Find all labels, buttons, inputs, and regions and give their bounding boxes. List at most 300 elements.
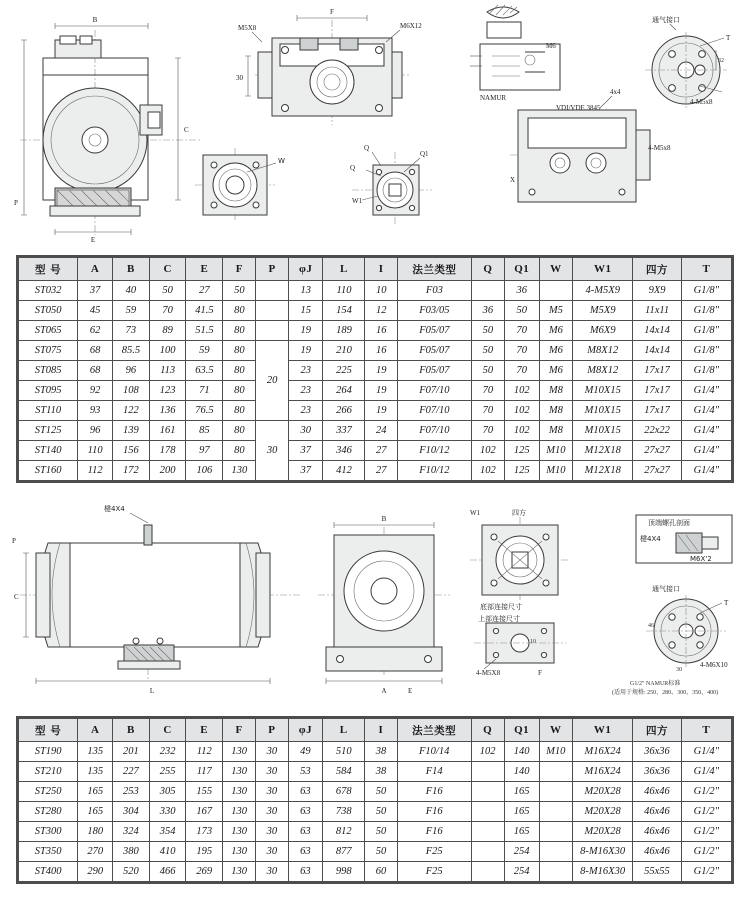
col-header-4: E [186, 719, 223, 742]
cell-A: 92 [78, 381, 113, 401]
cell-W: M8 [539, 401, 572, 421]
cell-四方: 14x14 [633, 321, 681, 341]
cell-φJ: 37 [288, 461, 323, 481]
cell-T: G1/2" [681, 782, 731, 802]
cell-法兰类型: F10/12 [397, 461, 471, 481]
cell-法兰类型: F05/07 [397, 341, 471, 361]
cell-A: 96 [78, 421, 113, 441]
table-row [19, 742, 732, 762]
label-bottom-conn: 底部连接尺寸 [480, 603, 522, 611]
table-row [19, 822, 732, 842]
view-cylinder-namur [510, 88, 671, 202]
cell-P: 30 [256, 802, 289, 822]
spec-table-top-wrap [16, 255, 734, 483]
col-header-16: T [681, 258, 731, 281]
cell-I: 50 [365, 802, 398, 822]
cell-Q1: 125 [504, 441, 539, 461]
cell-L: 337 [323, 421, 365, 441]
cell-W1: M10X15 [573, 381, 633, 401]
cell-型 号: ST210 [19, 762, 78, 782]
col-header-6: P [256, 258, 288, 281]
cell-B: 122 [112, 401, 149, 421]
col-header-6: P [256, 719, 289, 742]
cell-W1: M20X28 [572, 802, 632, 822]
cell-E: 59 [186, 341, 223, 361]
cell-L: 225 [323, 361, 365, 381]
cell-W [539, 782, 572, 802]
table-row [19, 421, 732, 441]
view-endcap-airport [645, 15, 731, 108]
cell-I: 16 [365, 321, 397, 341]
cell-F: 130 [223, 762, 256, 782]
cell-I: 27 [365, 461, 397, 481]
col-header-0: 型 号 [19, 719, 78, 742]
spec-table-top [18, 257, 732, 481]
cell-W1: M10X15 [573, 421, 633, 441]
cell-C: 161 [149, 421, 186, 441]
label-t: T [726, 34, 731, 42]
cell-φJ: 63 [288, 862, 323, 882]
cell-T: G1/2" [681, 862, 731, 882]
cell-Q: 102 [471, 441, 504, 461]
label-4m5x8: 4-M5x8 [690, 98, 713, 106]
cell-B: 172 [112, 461, 149, 481]
col-header-1: A [78, 719, 113, 742]
cell-W1: M16X24 [572, 742, 632, 762]
cell-F: 50 [223, 281, 256, 301]
cell-φJ: 37 [288, 441, 323, 461]
cell-W: M8 [539, 421, 572, 441]
cell-E: 112 [186, 742, 223, 762]
cell-四方: 17x17 [633, 381, 681, 401]
cell-F: 80 [223, 401, 256, 421]
cell-P: 30 [256, 862, 289, 882]
cell-φJ: 63 [288, 842, 323, 862]
cell-L: 110 [323, 281, 365, 301]
cell-I: 19 [365, 401, 397, 421]
cell-法兰类型: F14 [397, 762, 471, 782]
cell-W: M6 [539, 341, 572, 361]
cell-T: G1/4" [681, 381, 731, 401]
cell-P: 30 [256, 822, 289, 842]
table-header-row [19, 719, 732, 742]
cell-A: 180 [78, 822, 113, 842]
cell-P: 30 [256, 742, 289, 762]
cell-E: 27 [186, 281, 223, 301]
cell-A: 290 [78, 862, 113, 882]
table-row [19, 461, 732, 481]
cell-E: 76.5 [186, 401, 223, 421]
col-header-9: I [365, 258, 397, 281]
cell-F: 130 [223, 822, 256, 842]
cell-T: G1/4" [681, 762, 731, 782]
cell-φJ: 13 [288, 281, 323, 301]
cell-四方: 11x11 [633, 301, 681, 321]
cell-型 号: ST065 [19, 321, 78, 341]
spec-table-bottom-wrap [16, 716, 734, 884]
cell-I: 38 [365, 762, 398, 782]
cell-四方: 17x17 [633, 361, 681, 381]
cell-φJ: 53 [288, 762, 323, 782]
cell-A: 270 [78, 842, 113, 862]
view-top-connection [470, 508, 570, 611]
cell-E: 41.5 [186, 301, 223, 321]
col-header-3: C [149, 719, 186, 742]
cell-型 号: ST085 [19, 361, 78, 381]
cell-Q1: 140 [504, 762, 539, 782]
cell-A: 37 [78, 281, 113, 301]
col-header-8: L [323, 258, 365, 281]
cell-型 号: ST300 [19, 822, 78, 842]
table-row [19, 361, 732, 381]
col-header-4: E [186, 258, 223, 281]
cell-E: 106 [186, 461, 223, 481]
col-header-5: F [223, 258, 256, 281]
label-l2: L [149, 687, 155, 695]
col-header-13: W [539, 258, 572, 281]
cell-法兰类型: F07/10 [397, 421, 471, 441]
cell-型 号: ST125 [19, 421, 78, 441]
cell-Q: 70 [471, 421, 504, 441]
cell-W1: 8-M16X30 [572, 862, 632, 882]
cell-W1: M12X18 [573, 441, 633, 461]
cell-P [256, 301, 288, 321]
label-4m5x8b: 4-M5X8 [476, 669, 501, 677]
label-sifang2: 四方 [512, 509, 526, 517]
cell-C: 89 [149, 321, 186, 341]
label-c2: C [14, 593, 19, 601]
cell-W1: M8X12 [573, 361, 633, 381]
table-row [19, 401, 732, 421]
cell-T: G1/8" [681, 321, 731, 341]
label-namur-note: G1/2" NAMUR标准 [630, 681, 681, 687]
table-row [19, 842, 732, 862]
cell-Q [471, 782, 504, 802]
label-w: W1 [352, 197, 363, 205]
cell-E: 155 [186, 782, 223, 802]
cell-L: 266 [323, 401, 365, 421]
cell-Q: 50 [471, 341, 504, 361]
cell-型 号: ST160 [19, 461, 78, 481]
cell-E: 269 [186, 862, 223, 882]
cell-B: 304 [113, 802, 150, 822]
cell-L: 189 [323, 321, 365, 341]
label-10dim: 10 [530, 639, 536, 645]
view-left-side [14, 16, 200, 244]
cell-φJ: 23 [288, 361, 323, 381]
label-air-port: 通气接口 [652, 16, 680, 24]
cell-I: 16 [365, 341, 397, 361]
cell-B: 253 [113, 782, 150, 802]
cell-L: 998 [323, 862, 365, 882]
cell-W1: M16X24 [572, 762, 632, 782]
col-header-15: 四方 [633, 719, 681, 742]
table-row [19, 301, 732, 321]
col-header-11: Q [471, 258, 504, 281]
cell-L: 264 [323, 381, 365, 401]
cell-A: 135 [78, 762, 113, 782]
cell-E: 117 [186, 762, 223, 782]
cell-φJ: 19 [288, 321, 323, 341]
cell-L: 346 [323, 441, 365, 461]
col-header-11: Q [471, 719, 504, 742]
cell-F: 80 [223, 421, 256, 441]
cell-L: 210 [323, 341, 365, 361]
cell-Q: 36 [471, 301, 504, 321]
cell-φJ: 63 [288, 802, 323, 822]
cell-T: G1/2" [681, 842, 731, 862]
label-m6x12: M6X12 [400, 22, 422, 30]
table-row [19, 762, 732, 782]
cell-Q [471, 842, 504, 862]
table-row [19, 341, 732, 361]
label-p2: X [510, 176, 516, 184]
cell-C: 330 [149, 802, 186, 822]
cell-I: 60 [365, 862, 398, 882]
col-header-15: 四方 [633, 258, 681, 281]
cell-E: 51.5 [186, 321, 223, 341]
cell-T: G1/2" [681, 802, 731, 822]
cell-C: 232 [149, 742, 186, 762]
label-f3: F [538, 669, 542, 677]
col-header-10: 法兰类型 [397, 719, 471, 742]
cell-Q: 50 [471, 321, 504, 341]
cell-Q: 102 [471, 461, 504, 481]
cell-I: 27 [365, 441, 397, 461]
cell-Q1: 102 [504, 401, 539, 421]
col-header-8: L [323, 719, 365, 742]
top-drawing-block [0, 0, 750, 250]
label-q: Q [364, 144, 370, 152]
col-header-12: Q1 [504, 719, 539, 742]
view-endcap-ports [530, 584, 729, 696]
label-small-dim: 32 [718, 58, 724, 64]
cell-B: 201 [113, 742, 150, 762]
cell-L: 678 [323, 782, 365, 802]
cell-C: 255 [149, 762, 186, 782]
cell-A: 45 [78, 301, 113, 321]
label-q1: Q1 [420, 150, 429, 158]
cell-Q1: 102 [504, 381, 539, 401]
cell-Q1: 254 [504, 862, 539, 882]
cell-法兰类型: F10/14 [397, 742, 471, 762]
cell-Q [471, 762, 504, 782]
cell-Q1: 165 [504, 782, 539, 802]
cell-W1: M12X18 [573, 461, 633, 481]
table-header-row [19, 258, 732, 281]
cell-L: 412 [323, 461, 365, 481]
cell-T: G1/8" [681, 361, 731, 381]
table-row [19, 802, 732, 822]
col-header-13: W [539, 719, 572, 742]
cell-Q: 50 [471, 361, 504, 381]
label-46dim: 46 [648, 623, 654, 629]
cell-P: 30 [256, 842, 289, 862]
cell-φJ: 19 [288, 341, 323, 361]
cell-F: 80 [223, 321, 256, 341]
table-row [19, 782, 732, 802]
cell-L: 510 [323, 742, 365, 762]
cell-A: 68 [78, 341, 113, 361]
cell-L: 812 [323, 822, 365, 842]
cell-C: 178 [149, 441, 186, 461]
cell-T: G1/8" [681, 281, 731, 301]
cell-φJ: 49 [288, 742, 323, 762]
cell-W1: M5X9 [573, 301, 633, 321]
cell-T: G1/4" [681, 441, 731, 461]
cell-I: 50 [365, 782, 398, 802]
cell-法兰类型: F03/05 [397, 301, 471, 321]
cell-φJ: 63 [288, 782, 323, 802]
cell-W1: 4-M5X9 [573, 281, 633, 301]
view-vdi-symbol [470, 5, 560, 102]
cell-T: G1/2" [681, 822, 731, 842]
cell-L: 738 [323, 802, 365, 822]
cell-四方: 46x46 [633, 802, 681, 822]
cell-C: 70 [149, 301, 186, 321]
cell-Q1: 125 [504, 461, 539, 481]
cell-E: 167 [186, 802, 223, 822]
cell-A: 93 [78, 401, 113, 421]
cell-F: 80 [223, 361, 256, 381]
cell-B: 40 [112, 281, 149, 301]
cell-φJ: 30 [288, 421, 323, 441]
cell-B: 96 [112, 361, 149, 381]
cell-W1: M20X28 [572, 782, 632, 802]
cell-A: 135 [78, 742, 113, 762]
cell-法兰类型: F16 [397, 822, 471, 842]
cell-φJ: 15 [288, 301, 323, 321]
cell-W: M6 [539, 321, 572, 341]
cell-Q [471, 862, 504, 882]
cell-型 号: ST140 [19, 441, 78, 461]
cell-W1: 8-M16X30 [572, 842, 632, 862]
cell-法兰类型: F10/12 [397, 441, 471, 461]
label-f-dim: F [330, 8, 334, 16]
label-c-dim: C [184, 126, 189, 134]
label-top-conn: 上部连接尺寸 [478, 615, 520, 623]
table-row [19, 862, 732, 882]
cell-法兰类型: F16 [397, 782, 471, 802]
cell-E: 173 [186, 822, 223, 842]
cell-W: M10 [539, 441, 572, 461]
cell-W: M6 [539, 361, 572, 381]
cell-四方: 17x17 [633, 401, 681, 421]
label-sifang: W [278, 157, 285, 165]
cell-W: M10 [539, 461, 572, 481]
cell-φJ: 23 [288, 401, 323, 421]
cell-I: 19 [365, 381, 397, 401]
cell-W [539, 802, 572, 822]
cell-C: 136 [149, 401, 186, 421]
label-30dim: 30 [676, 667, 682, 673]
cell-四方: 46x46 [633, 782, 681, 802]
cell-Q [471, 281, 504, 301]
cell-A: 165 [78, 802, 113, 822]
cell-P [256, 281, 288, 301]
cell-E: 63.5 [186, 361, 223, 381]
col-header-7: φJ [288, 258, 323, 281]
cell-T: G1/4" [681, 421, 731, 441]
cell-B: 227 [113, 762, 150, 782]
cell-I: 19 [365, 361, 397, 381]
label-key4x4b: 楗4X4 [640, 535, 661, 543]
cell-C: 100 [149, 341, 186, 361]
cell-Q: 102 [471, 742, 504, 762]
cell-法兰类型: F03 [397, 281, 471, 301]
label-p-dim: P [14, 199, 18, 207]
cell-T: G1/8" [681, 341, 731, 361]
cell-W1: M10X15 [573, 401, 633, 421]
col-header-9: I [365, 719, 398, 742]
col-header-1: A [78, 258, 113, 281]
cell-F: 130 [223, 782, 256, 802]
cell-T: G1/4" [681, 461, 731, 481]
cell-F: 80 [223, 301, 256, 321]
cell-W [539, 822, 572, 842]
label-m5x8: M5X8 [238, 24, 257, 32]
cell-型 号: ST280 [19, 802, 78, 822]
cell-四方: 46x46 [633, 842, 681, 862]
col-header-10: 法兰类型 [397, 258, 471, 281]
cell-Q1: 50 [504, 301, 539, 321]
label-m6x12b: M6X'2 [690, 555, 712, 563]
view-top-body [236, 8, 422, 125]
cell-法兰类型: F07/10 [397, 401, 471, 421]
cell-E: 195 [186, 842, 223, 862]
col-header-16: T [681, 719, 731, 742]
cell-I: 12 [365, 301, 397, 321]
col-header-14: W1 [573, 258, 633, 281]
cell-P [256, 321, 288, 341]
col-header-2: B [112, 258, 149, 281]
cell-型 号: ST095 [19, 381, 78, 401]
col-header-2: B [113, 719, 150, 742]
cell-A: 68 [78, 361, 113, 381]
view-bottom-connection [474, 614, 566, 677]
label-30: 30 [236, 74, 243, 82]
label-a2: A [381, 687, 387, 695]
cell-P-merged: 30 [256, 421, 288, 481]
col-header-5: F [223, 719, 256, 742]
cell-法兰类型: F25 [397, 842, 471, 862]
cell-Q1: 165 [504, 802, 539, 822]
cell-型 号: ST350 [19, 842, 78, 862]
table-row [19, 281, 732, 301]
cell-W1: M8X12 [573, 341, 633, 361]
cell-F: 80 [223, 381, 256, 401]
cell-四方: 27x27 [633, 441, 681, 461]
cell-四方: 46x46 [633, 822, 681, 842]
col-header-12: Q1 [504, 258, 539, 281]
cell-P-merged: 20 [256, 341, 288, 421]
cell-L: 154 [323, 301, 365, 321]
view-shaft-end [350, 144, 432, 225]
view-flange-square [195, 148, 285, 222]
cell-E: 85 [186, 421, 223, 441]
label-w1: Q [350, 164, 356, 172]
cell-B: 520 [113, 862, 150, 882]
label-vdi: NAMUR [480, 94, 507, 102]
cell-F: 130 [223, 842, 256, 862]
label-namur: VDI/VDE 3845 [556, 104, 601, 112]
cell-F: 80 [223, 441, 256, 461]
cell-法兰类型: F25 [397, 862, 471, 882]
cell-C: 50 [149, 281, 186, 301]
cell-B: 156 [112, 441, 149, 461]
label-4m6x10: 4-M6X10 [700, 661, 728, 669]
cell-C: 200 [149, 461, 186, 481]
